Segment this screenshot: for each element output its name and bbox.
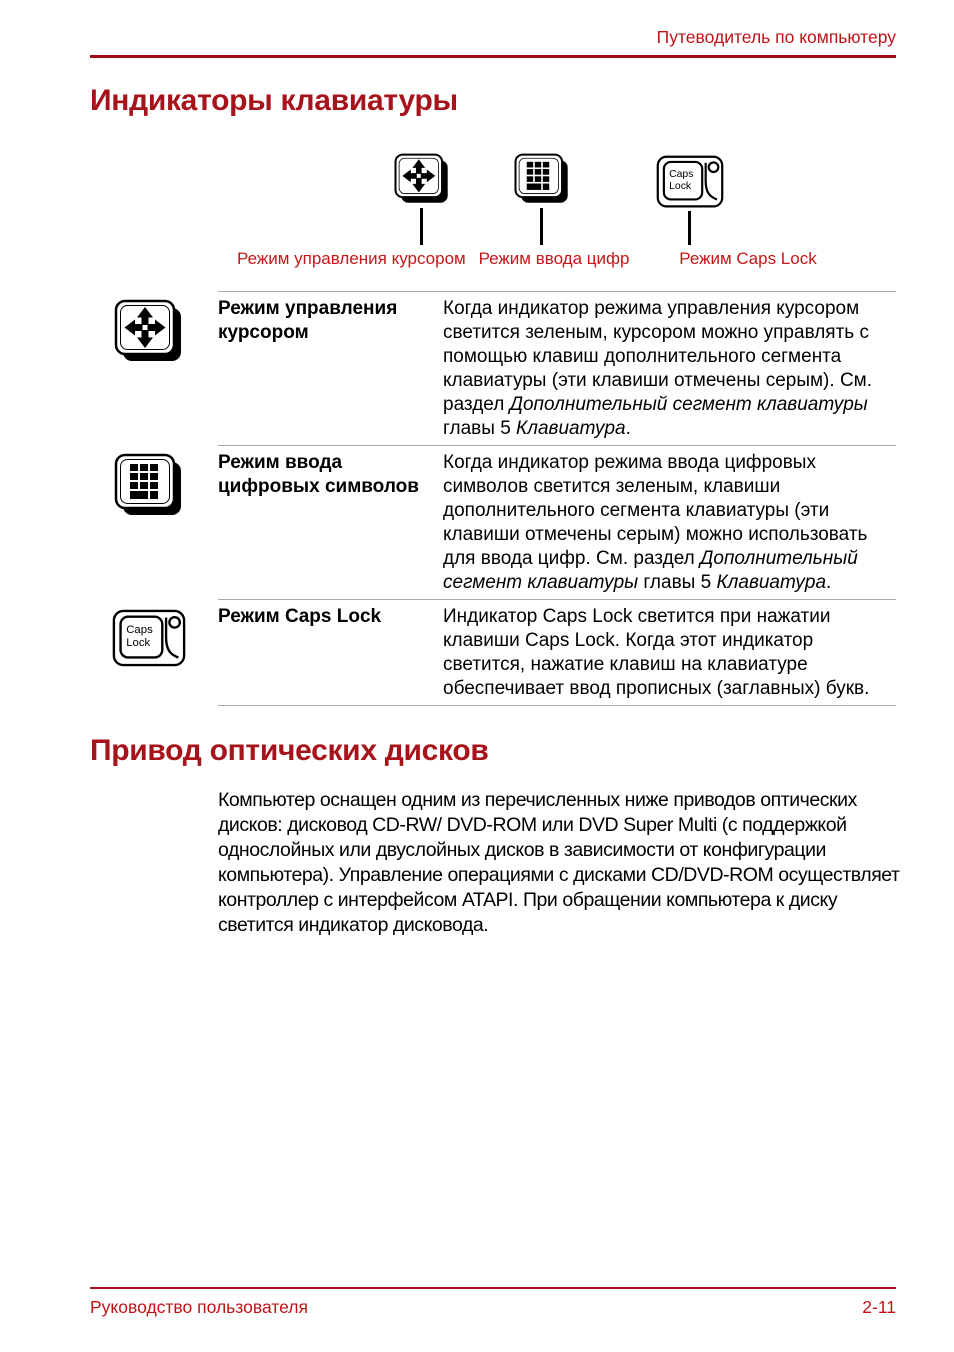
numeric-keypad-key-icon: [112, 453, 186, 519]
row-description: [443, 297, 896, 441]
page-header: [90, 0, 896, 58]
keyboard-indicators-diagram: [90, 153, 896, 277]
connector-line: [688, 211, 691, 245]
connector-line: [420, 208, 423, 245]
diagram-label-numeric-mode: Режим ввода цифр: [478, 249, 630, 268]
connector-line: [540, 208, 543, 245]
caps-key-text-line1: Caps: [669, 168, 694, 180]
desc-text: .: [826, 572, 832, 593]
row-term: Режим управления курсором: [218, 298, 398, 343]
footer-page-number: 2-11: [862, 1297, 896, 1317]
desc-text-italic: Клавиатура: [516, 418, 626, 439]
desc-text-italic: Дополнительный сегмент клавиатуры: [443, 548, 858, 593]
desc-text: Когда индикатор режима управления курсором светится зеленым, курсором можно управлять с помощью клавиш дополнительного сегмента клавиатуры (эти клавиши отмечены серым). См. раздел: [443, 298, 873, 415]
caps-key-text-line1: Caps: [126, 623, 153, 636]
section-title-optical-drive: Привод оптических дисков: [90, 734, 489, 767]
desc-text: .: [625, 418, 631, 439]
desc-text-italic: Дополнительный сегмент клавиатуры: [509, 394, 868, 415]
section-title-keyboard-indicators: Индикаторы клавиатуры: [90, 84, 458, 117]
desc-text: главы 5: [443, 418, 517, 439]
numeric-keypad-key-icon: [513, 153, 571, 206]
desc-text: Когда индикатор режима ввода цифровых символов светится зеленым, клавиши дополнительного сегмента клавиатуры (эти клавиши отмечены серым) можно использовать для ввода цифр. См. раздел: [443, 452, 868, 569]
diagram-label-caps-lock-mode: Режим Caps Lock: [679, 249, 817, 268]
diagram-label-cursor-mode: Режим управления курсором: [237, 249, 466, 268]
row-description: [443, 605, 896, 701]
caps-lock-key-icon: [656, 155, 724, 209]
header-title: Путеводитель по компьютеру: [656, 27, 896, 47]
desc-text: главы 5: [638, 572, 717, 593]
table-row-numeric-mode: [218, 445, 896, 599]
row-term: Режим ввода цифровых символов: [218, 452, 419, 497]
caps-key-text-line2: Lock: [126, 637, 151, 650]
indicator-description-table: [126, 291, 896, 706]
optical-drive-paragraph: Компьютер оснащен одним из перечисленных ниже приводов оптических дисков: дисковод CD-RW/ DVD-ROM или DVD Super Multi (с поддержкой однослойных или двуслойных дисков в зависимости от конфигурации компьютера). Управление операциями с дисками CD/DVD-ROM осуществляет контроллер с интерфейсом ATAPI. При обращении компьютера к диску светится индикатор дисковода.: [218, 789, 900, 936]
page-footer: [90, 1287, 896, 1318]
caps-lock-key-icon: [112, 609, 186, 668]
table-row-cursor-mode: [218, 291, 896, 445]
table-row-caps-lock-mode: [126, 599, 896, 706]
row-description: [443, 451, 896, 595]
desc-text: Индикатор Caps Lock светится при нажатии клавиши Caps Lock. Когда этот индикатор светится, нажатие клавиш на клавиатуре обеспечивает ввод прописных (заглавных) букв.: [443, 606, 870, 699]
cursor-control-key-icon: [393, 153, 451, 206]
caps-key-text-line2: Lock: [669, 180, 692, 192]
cursor-control-key-icon: [112, 299, 186, 365]
row-term: Режим Caps Lock: [218, 606, 382, 627]
footer-document-title: Руководство пользователя: [90, 1297, 308, 1317]
desc-text-italic: Клавиатура: [716, 572, 827, 593]
